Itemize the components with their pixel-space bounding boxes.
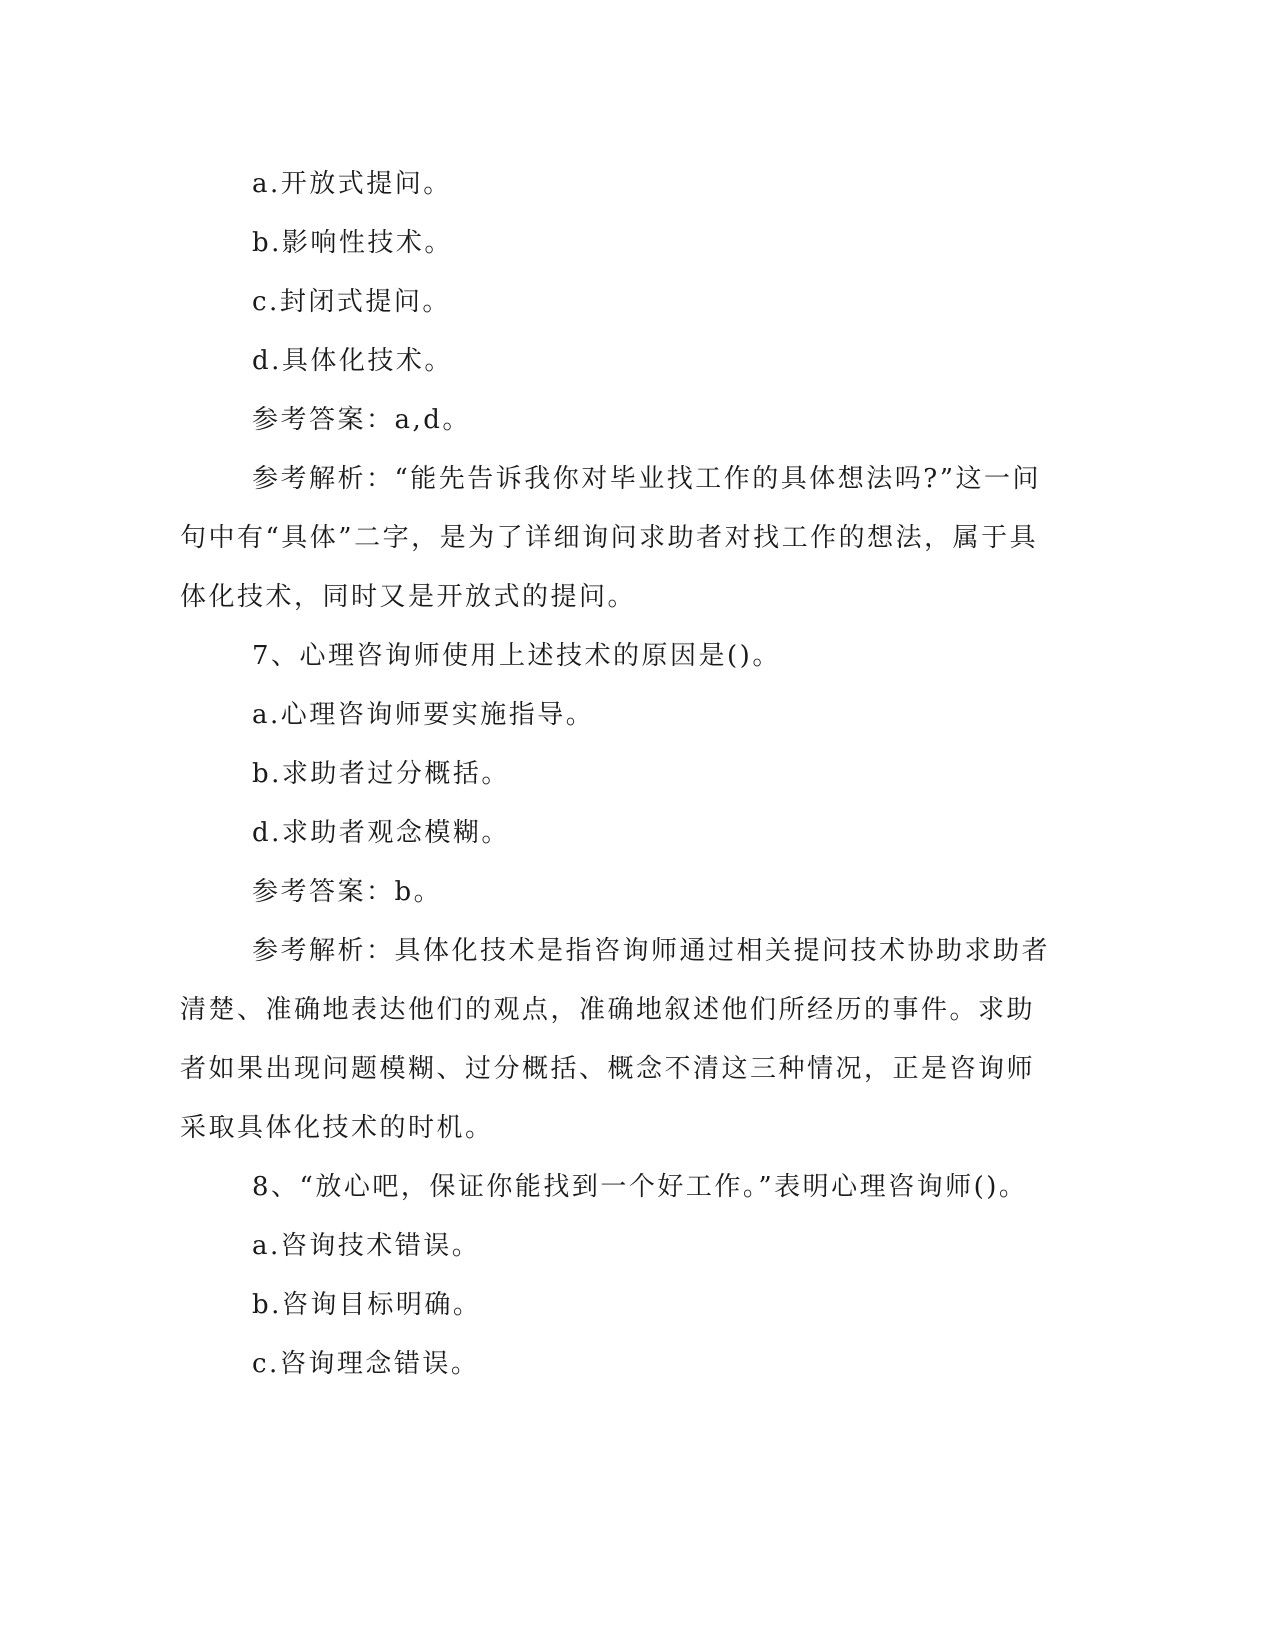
q8-option-c: c.咨询理念错误。 (252, 1349, 480, 1379)
q7-option-d: d.求助者观念模糊。 (252, 818, 510, 848)
option-a-open-question: a.开放式提问。 (252, 169, 452, 199)
question-7: 7、心理咨询师使用上述技术的原因是()。 (252, 641, 781, 671)
q7-option-b: b.求助者过分概括。 (252, 759, 510, 789)
explanation-q6-line-1: 参考解析：“能先告诉我你对毕业找工作的具体想法吗?”这一问 (252, 464, 1042, 494)
answer-q7: 参考答案：b。 (252, 877, 443, 907)
q8-option-b: b.咨询目标明确。 (252, 1290, 482, 1320)
option-c-closed-question: c.封闭式提问。 (252, 287, 451, 317)
explanation-q7-line-2: 清楚、准确地表达他们的观点，准确地叙述他们所经历的事件。求助 (180, 995, 1036, 1025)
explanation-q7-line-1: 参考解析：具体化技术是指咨询师通过相关提问技术协助求助者 (252, 936, 1051, 966)
option-b-influence-technique: b.影响性技术。 (252, 228, 453, 258)
q7-option-a: a.心理咨询师要实施指导。 (252, 700, 595, 730)
explanation-q6-line-3: 体化技术，同时又是开放式的提问。 (180, 582, 637, 612)
question-8: 8、“放心吧，保证你能找到一个好工作。”表明心理咨询师()。 (252, 1172, 1028, 1202)
answer-q6: 参考答案：a,d。 (252, 405, 471, 435)
explanation-q6-line-2: 句中有“具体”二字，是为了详细询问求助者对找工作的想法，属于具 (180, 523, 1039, 553)
q8-option-a: a.咨询技术错误。 (252, 1231, 481, 1261)
document-body (180, 155, 1051, 1394)
option-d-concreteness-technique: d.具体化技术。 (252, 346, 453, 376)
explanation-q7-line-4: 采取具体化技术的时机。 (180, 1113, 494, 1143)
explanation-q7-line-3: 者如果出现问题模糊、过分概括、概念不清这三种情况，正是咨询师 (180, 1054, 1036, 1084)
